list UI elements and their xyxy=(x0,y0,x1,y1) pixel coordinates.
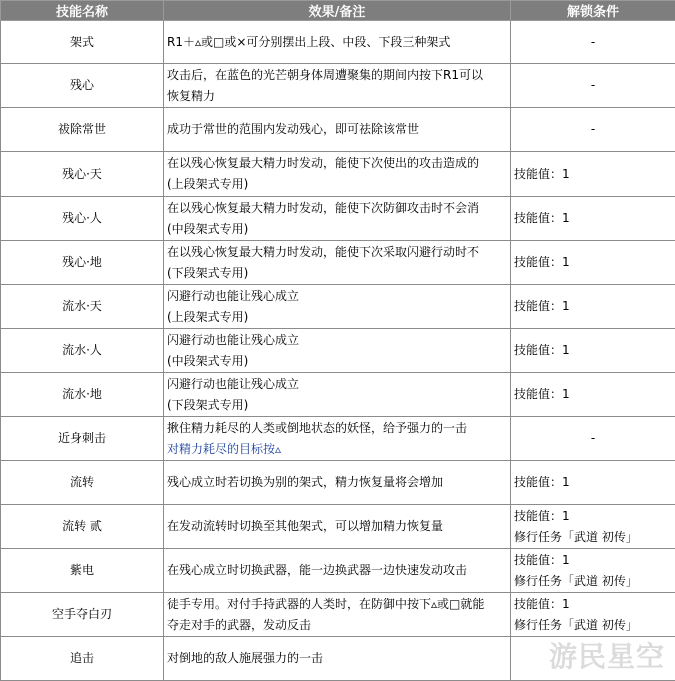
effect-line: 在残心成立时切换武器，能一边换武器一边快速发动攻击 xyxy=(167,563,468,577)
unlock-line: 技能值：1 xyxy=(514,299,570,313)
effect-line: 闪避行动也能让残心成立 xyxy=(167,332,300,347)
unlock-line: - xyxy=(590,431,596,445)
skill-name-cell: 空手夺白刃 xyxy=(1,593,164,637)
unlock-cell xyxy=(511,197,675,241)
effect-cell xyxy=(164,329,511,373)
unlock-cell xyxy=(511,549,675,593)
skill-name-cell: 紫电 xyxy=(1,549,164,593)
effect-line: 恢复精力 xyxy=(167,88,216,103)
unlock-line: 技能值：1 xyxy=(514,343,570,357)
effect-line: 闪避行动也能让残心成立 xyxy=(167,376,300,391)
unlock-cell xyxy=(511,152,675,197)
effect-cell xyxy=(164,64,511,108)
effect-line[interactable]: 对精力耗尽的目标按▵ xyxy=(167,441,282,456)
unlock-cell xyxy=(511,461,675,505)
skill-name-cell: 祓除常世 xyxy=(1,108,164,152)
effect-line: 在以残心恢复最大精力时发动，能使下次采取闪避行动时不 xyxy=(167,244,480,259)
header-effect: 效果/备注 xyxy=(164,1,511,21)
skill-name-cell: 残心·人 xyxy=(1,197,164,241)
unlock-line: 技能值：1 xyxy=(514,596,570,611)
unlock-cell xyxy=(511,505,675,549)
effect-line: (上段架式专用) xyxy=(167,309,249,324)
skill-name-cell: 残心 xyxy=(1,64,164,108)
unlock-cell xyxy=(511,64,675,108)
unlock-cell xyxy=(511,241,675,285)
unlock-line: 技能值：1 xyxy=(514,475,570,489)
unlock-cell xyxy=(511,417,675,461)
effect-line: 闪避行动也能让残心成立 xyxy=(167,288,300,303)
effect-cell xyxy=(164,417,511,461)
effect-line: R1＋▵或□或×可分别摆出上段、中段、下段三种架式 xyxy=(167,34,451,49)
unlock-cell xyxy=(511,108,675,152)
unlock-cell xyxy=(511,329,675,373)
table-row xyxy=(1,285,675,329)
skill-name-cell: 流水·人 xyxy=(1,329,164,373)
unlock-line: 修行任务「武道 初传」 xyxy=(514,529,638,544)
effect-cell xyxy=(164,461,511,505)
effect-cell xyxy=(164,285,511,329)
table-row xyxy=(1,329,675,373)
effect-line: (上段架式专用) xyxy=(167,177,249,191)
table-row xyxy=(1,505,675,549)
unlock-cell xyxy=(511,637,675,681)
table-row xyxy=(1,64,675,108)
effect-line: 夺走对手的武器，发动反击 xyxy=(167,617,312,632)
effect-cell xyxy=(164,373,511,417)
skill-name-cell: 流水·天 xyxy=(1,285,164,329)
effect-line: (下段架式专用) xyxy=(167,397,249,412)
unlock-line: 技能值：1 xyxy=(514,552,570,567)
unlock-cell xyxy=(511,285,675,329)
table-row xyxy=(1,417,675,461)
unlock-line: - xyxy=(590,34,596,49)
skill-name-cell: 架式 xyxy=(1,21,164,64)
unlock-line: - xyxy=(590,122,596,136)
table-row xyxy=(1,108,675,152)
effect-line: 对倒地的敌人施展强力的一击 xyxy=(167,651,324,665)
effect-line: 徒手专用。对付手持武器的人类时，在防御中按下▵或□就能 xyxy=(167,596,485,611)
unlock-line: 技能值：1 xyxy=(514,211,570,225)
effect-cell xyxy=(164,637,511,681)
table-row xyxy=(1,241,675,285)
table-row xyxy=(1,637,675,681)
unlock-line: 修行任务「武道 初传」 xyxy=(514,573,638,588)
effect-cell xyxy=(164,505,511,549)
table-row xyxy=(1,593,675,637)
table-row xyxy=(1,549,675,593)
skill-name-cell: 残心·天 xyxy=(1,152,164,197)
effect-cell xyxy=(164,108,511,152)
unlock-line: 技能值：1 xyxy=(514,508,570,523)
table-row xyxy=(1,373,675,417)
skill-name-cell: 近身刺击 xyxy=(1,417,164,461)
effect-cell xyxy=(164,21,511,64)
skill-name-cell: 流转 xyxy=(1,461,164,505)
effect-cell xyxy=(164,549,511,593)
effect-line: 残心成立时若切换为别的架式，精力恢复量将会增加 xyxy=(167,475,444,489)
skill-name-cell: 流水·地 xyxy=(1,373,164,417)
unlock-line: - xyxy=(590,78,596,92)
effect-line: (下段架式专用) xyxy=(167,265,249,280)
effect-cell xyxy=(164,593,511,637)
unlock-cell xyxy=(511,21,675,64)
effect-line: 在发动流转时切换至其他架式，可以增加精力恢复量 xyxy=(167,519,444,533)
effect-cell xyxy=(164,241,511,285)
table-row xyxy=(1,461,675,505)
header-skill-name: 技能名称 xyxy=(1,1,164,21)
unlock-line: 技能值：1 xyxy=(514,166,570,181)
skill-name-cell: 流转 贰 xyxy=(1,505,164,549)
effect-line: (中段架式专用) xyxy=(167,353,249,368)
watermark-logo: 游民星空 xyxy=(548,640,665,673)
effect-cell xyxy=(164,152,511,197)
table-row xyxy=(1,197,675,241)
effect-line: 攻击后，在蓝色的光芒朝身体周遭聚集的期间内按下R1可以 xyxy=(167,67,483,82)
skill-name-cell: 残心·地 xyxy=(1,241,164,285)
header-row xyxy=(1,1,675,21)
unlock-line: 技能值：1 xyxy=(514,255,570,269)
table-row xyxy=(1,21,675,64)
effect-line: 揪住精力耗尽的人类或倒地状态的妖怪，给予强力的一击 xyxy=(167,420,468,435)
table-row xyxy=(1,152,675,197)
effect-line: 成功于常世的范围内发动残心，即可祛除该常世 xyxy=(167,122,420,136)
effect-line: 在以残心恢复最大精力时发动，能使下次防御攻击时不会消 xyxy=(167,200,480,215)
header-unlock: 解锁条件 xyxy=(511,1,675,21)
unlock-cell xyxy=(511,373,675,417)
unlock-cell xyxy=(511,593,675,637)
effect-line: 在以残心恢复最大精力时发动，能使下次使出的攻击造成的 xyxy=(167,156,480,170)
unlock-line: 技能值：1 xyxy=(514,387,570,401)
effect-line: (中段架式专用) xyxy=(167,221,249,236)
unlock-line: 修行任务「武道 初传」 xyxy=(514,617,638,632)
skill-name-cell: 追击 xyxy=(1,637,164,681)
effect-cell xyxy=(164,197,511,241)
